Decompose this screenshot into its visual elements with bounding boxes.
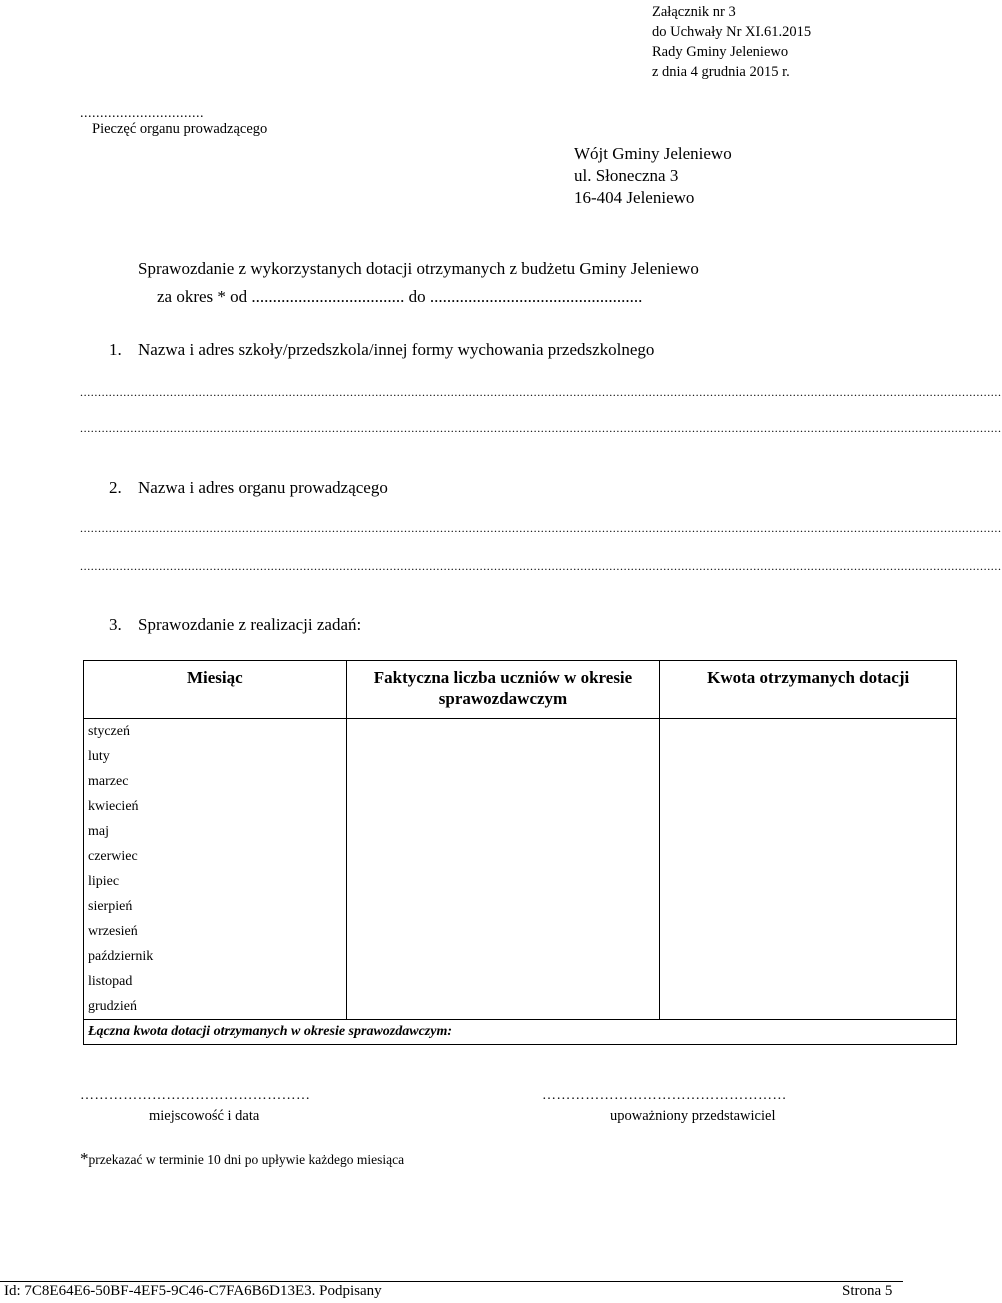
table-row [84,944,957,969]
table-row [84,994,957,1020]
table-row [84,844,957,869]
month-cell: grudzień [84,994,347,1020]
table-row [84,719,957,745]
students-cell[interactable] [346,969,660,994]
amount-cell[interactable] [660,894,957,919]
table-row [84,969,957,994]
table-sum-row [84,1020,957,1045]
header-month: Miesiąc [84,661,347,719]
recipient-line: ul. Słoneczna 3 [574,166,679,185]
section-label: Nazwa i adres szkoły/przedszkola/innej formy wychowania przedszkolnego [138,340,655,359]
report-period: za okres * od .................................... do .................................................. [157,287,643,306]
month-cell: sierpień [84,894,347,919]
students-cell[interactable] [346,769,660,794]
month-cell: czerwiec [84,844,347,869]
attachment-header [652,2,811,82]
table-row [84,869,957,894]
amount-cell[interactable] [660,844,957,869]
month-cell: styczeń [84,719,347,745]
table-row [84,894,957,919]
recipient-address [574,143,732,209]
table-row [84,794,957,819]
amount-cell[interactable] [660,944,957,969]
month-cell: luty [84,744,347,769]
month-cell: marzec [84,769,347,794]
table-header-row [84,661,957,719]
section-number: 1. [109,340,122,359]
amount-cell[interactable] [660,819,957,844]
stamp-label: Pieczęć organu prowadzącego [92,121,268,137]
place-date-dots[interactable]: ………………………………………… [80,1088,311,1103]
section-label: Sprawozdanie z realizacji zadań: [138,615,362,634]
section-number: 2. [109,478,122,497]
students-cell[interactable] [346,819,660,844]
page-number: Strona 5 [842,1283,893,1299]
students-cell[interactable] [346,944,660,969]
table-row [84,744,957,769]
amount-cell[interactable] [660,919,957,944]
representative-label: upoważniony przedstawiciel [610,1108,776,1124]
footer-id: Id: 7C8E64E6-50BF-4EF5-9C46-C7FA6B6D13E3. Podpisany [4,1283,382,1299]
month-cell: maj [84,819,347,844]
stamp-dots: ............................... [80,106,204,121]
fill-line[interactable]: ................................................................................................................................................................................................................................................................ [80,385,1002,399]
report-table [83,660,957,1045]
students-cell[interactable] [346,794,660,819]
amount-cell[interactable] [660,794,957,819]
month-cell: listopad [84,969,347,994]
attachment-line: Rady Gminy Jeleniewo [652,44,789,60]
month-cell: kwiecień [84,794,347,819]
fill-line[interactable]: ................................................................................................................................................................................................................................................................ [80,559,1002,573]
month-cell: październik [84,944,347,969]
month-cell: lipiec [84,869,347,894]
section-1-heading [109,340,654,360]
amount-cell[interactable] [660,969,957,994]
document-title: Sprawozdanie z wykorzystanych dotacji otrzymanych z budżetu Gminy Jeleniewo [138,259,699,278]
header-amount: Kwota otrzymanych dotacji [660,661,957,719]
header-students: Faktyczna liczba uczniów w okresie sprawozdawczym [346,661,660,719]
fill-line[interactable]: ................................................................................................................................................................................................................................................................ [80,421,1002,435]
students-cell[interactable] [346,894,660,919]
table-row [84,919,957,944]
section-3-heading [109,615,361,635]
footnote [80,1149,404,1169]
students-cell[interactable] [346,919,660,944]
section-number: 3. [109,615,122,634]
students-cell[interactable] [346,869,660,894]
amount-cell[interactable] [660,769,957,794]
section-label: Nazwa i adres organu prowadzącego [138,478,388,497]
attachment-line: do Uchwały Nr XI.61.2015 [652,24,812,40]
students-cell[interactable] [346,744,660,769]
place-date-label: miejscowość i data [149,1108,260,1124]
fill-line[interactable]: ................................................................................................................................................................................................................................................................ [80,521,1002,535]
representative-dots[interactable]: …………………………………………… [542,1088,787,1103]
recipient-line: 16-404 Jeleniewo [574,188,695,207]
attachment-line: z dnia 4 grudnia 2015 r. [652,64,790,80]
footnote-text: przekazać w terminie 10 dni po upływie każdego miesiąca [88,1152,405,1167]
amount-cell[interactable] [660,994,957,1020]
attachment-line: Załącznik nr 3 [652,4,736,20]
students-cell[interactable] [346,994,660,1020]
amount-cell[interactable] [660,744,957,769]
recipient-line: Wójt Gminy Jeleniewo [574,144,732,163]
students-cell[interactable] [346,844,660,869]
amount-cell[interactable] [660,719,957,745]
sum-label: Łączna kwota dotacji otrzymanych w okresie sprawozdawczym: [84,1020,957,1045]
amount-cell[interactable] [660,869,957,894]
students-cell[interactable] [346,719,660,745]
footnote-star: * [80,1149,89,1168]
table-row [84,819,957,844]
footer-divider [0,1281,903,1282]
table-row [84,769,957,794]
month-cell: wrzesień [84,919,347,944]
section-2-heading [109,478,388,498]
